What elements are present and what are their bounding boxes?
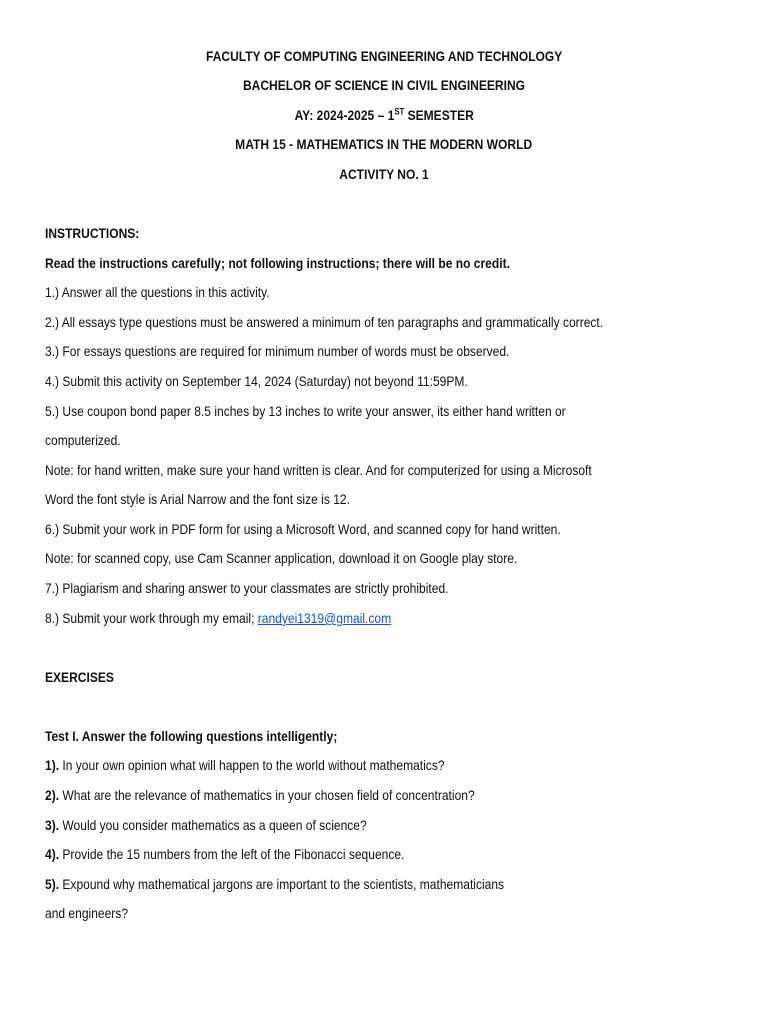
question-item: 2). What are the relevance of mathematics in your chosen field of concentration? bbox=[45, 787, 475, 803]
instruction-item-email: 8.) Submit your work through my email; randyei1319@gmail.com bbox=[45, 610, 392, 626]
question-item: 4). Provide the 15 numbers from the left of the Fibonacci sequence. bbox=[45, 846, 405, 862]
question-continuation: and engineers? bbox=[45, 905, 129, 921]
instruction-item: 6.) Submit your work in PDF form for using a Microsoft Word, and scanned copy for hand written. bbox=[45, 521, 561, 537]
instruction-item: 4.) Submit this activity on September 14, 2024 (Saturday) not beyond 11:59PM. bbox=[45, 373, 468, 389]
test-heading: Test I. Answer the following questions intelligently; bbox=[45, 728, 338, 744]
question-item: 1). In your own opinion what will happen to the world without mathematics? bbox=[45, 757, 445, 773]
instruction-item: computerized. bbox=[45, 432, 121, 448]
instruction-item: 2.) All essays type questions must be answered a minimum of ten paragraphs and grammatically correct. bbox=[45, 314, 604, 330]
instructions-warning: Read the instructions carefully; not following instructions; there will be no credit. bbox=[45, 255, 510, 271]
instruction-note: Note: for hand written, make sure your hand written is clear. And for computerized for using a Microsoft bbox=[45, 462, 592, 478]
academic-year: AY: 2024-2025 – 1ST SEMESTER bbox=[294, 106, 474, 123]
exercises-heading: EXERCISES bbox=[45, 669, 114, 685]
instruction-item: 7.) Plagiarism and sharing answer to your classmates are strictly prohibited. bbox=[45, 580, 449, 596]
course-title: MATH 15 - MATHEMATICS IN THE MODERN WORLD bbox=[235, 136, 533, 152]
instruction-item: 1.) Answer all the questions in this activity. bbox=[45, 284, 270, 300]
instruction-item: 5.) Use coupon bond paper 8.5 inches by 13 inches to write your answer, its either hand written or bbox=[45, 403, 566, 419]
instruction-note: Note: for scanned copy, use Cam Scanner application, download it on Google play store. bbox=[45, 550, 518, 566]
email-link[interactable]: randyei1319@gmail.com bbox=[257, 610, 392, 626]
question-item: 3). Would you consider mathematics as a queen of science? bbox=[45, 817, 367, 833]
instruction-item: 3.) For essays questions are required for minimum number of words must be observed. bbox=[45, 343, 510, 359]
program-title: BACHELOR OF SCIENCE IN CIVIL ENGINEERING bbox=[242, 77, 526, 93]
instruction-note: Word the font style is Arial Narrow and the font size is 12. bbox=[45, 491, 350, 507]
question-item: 5). Expound why mathematical jargons are important to the scientists, mathematicians bbox=[45, 876, 505, 892]
faculty-title: FACULTY OF COMPUTING ENGINEERING AND TECHNOLOGY bbox=[205, 48, 563, 64]
instructions-heading: INSTRUCTIONS: bbox=[45, 225, 140, 241]
activity-title: ACTIVITY NO. 1 bbox=[339, 166, 429, 182]
